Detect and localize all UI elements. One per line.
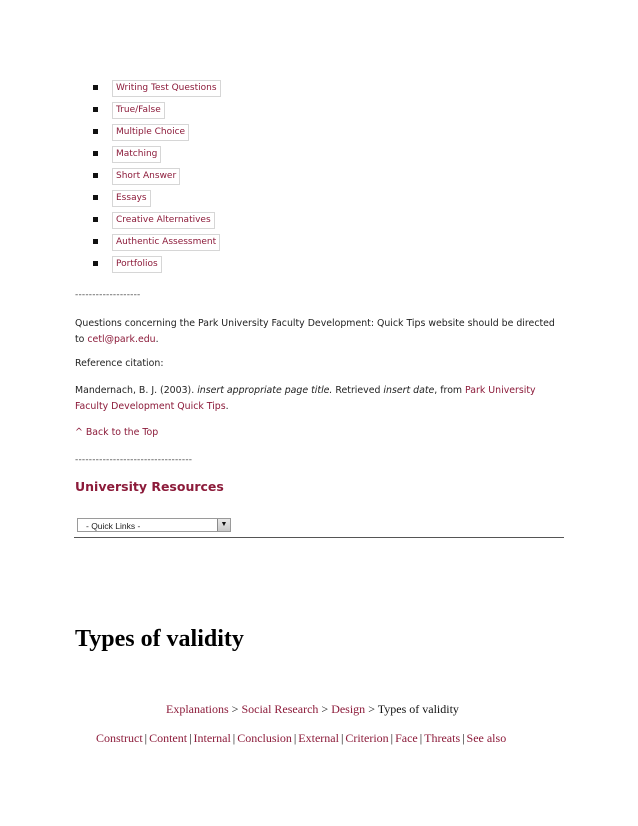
link-matching[interactable]: Matching bbox=[112, 146, 161, 163]
contact-paragraph bbox=[75, 316, 575, 348]
breadcrumb-separator: > bbox=[321, 702, 329, 716]
citation-title-placeholder: insert appropriate page title. bbox=[197, 385, 333, 396]
email-link[interactable]: cetl@park.edu bbox=[87, 334, 156, 345]
bullet-icon bbox=[93, 217, 98, 222]
bullet-icon bbox=[93, 129, 98, 134]
nav-separator: | bbox=[189, 731, 192, 745]
nav-separator: | bbox=[340, 731, 344, 745]
nav-separator: | bbox=[462, 731, 465, 745]
nav-construct[interactable]: Construct bbox=[96, 731, 143, 745]
list-item bbox=[0, 122, 638, 144]
divider: ------------------- bbox=[75, 290, 141, 300]
link-multiple-choice[interactable]: Multiple Choice bbox=[112, 124, 189, 141]
link-short-answer[interactable]: Short Answer bbox=[112, 168, 180, 185]
breadcrumb-current: Types of validity bbox=[377, 702, 459, 716]
citation-from: , from bbox=[434, 385, 466, 396]
bullet-icon bbox=[93, 239, 98, 244]
back-to-top-wrap bbox=[75, 425, 575, 441]
link-writing-test-questions[interactable]: Writing Test Questions bbox=[112, 80, 221, 97]
quick-links-select[interactable] bbox=[77, 518, 231, 532]
link-true-false[interactable]: True/False bbox=[112, 102, 165, 119]
list-item bbox=[0, 254, 638, 276]
bullet-icon bbox=[93, 173, 98, 178]
citation-retrieved: Retrieved bbox=[332, 385, 384, 396]
nav-internal[interactable]: Internal bbox=[193, 731, 231, 745]
list-item bbox=[0, 188, 638, 210]
contact-suffix: . bbox=[155, 334, 159, 345]
page-title: Types of validity bbox=[75, 626, 244, 652]
nav-threats[interactable]: Threats bbox=[424, 731, 461, 745]
nav-separator: | bbox=[232, 731, 236, 745]
citation-date-placeholder: insert date bbox=[383, 385, 435, 396]
breadcrumb-separator: > bbox=[231, 702, 239, 716]
link-creative-alternatives[interactable]: Creative Alternatives bbox=[112, 212, 215, 229]
nav-conclusion[interactable]: Conclusion bbox=[237, 731, 292, 745]
nav-see-also[interactable]: See also bbox=[466, 731, 507, 745]
nav-criterion[interactable]: Criterion bbox=[345, 731, 389, 745]
nav-face[interactable]: Face bbox=[395, 731, 418, 745]
nav-content[interactable]: Content bbox=[149, 731, 188, 745]
park-university-link[interactable]: Park University bbox=[465, 385, 536, 396]
reference-citation bbox=[75, 383, 575, 415]
list-item bbox=[0, 144, 638, 166]
nav-separator: | bbox=[419, 731, 423, 745]
nav-separator: | bbox=[293, 731, 297, 745]
list-item bbox=[0, 210, 638, 232]
contact-line-1: Questions concerning the Park University Faculty Development: Quick Tips website should be directed bbox=[75, 318, 555, 329]
bullet-icon bbox=[93, 107, 98, 112]
breadcrumb-design[interactable]: Design bbox=[331, 702, 366, 716]
breadcrumb bbox=[166, 702, 459, 717]
list-item bbox=[0, 166, 638, 188]
nav-external[interactable]: External bbox=[298, 731, 339, 745]
back-to-top-link[interactable]: ^ Back to the Top bbox=[75, 427, 159, 438]
breadcrumb-explanations[interactable]: Explanations bbox=[166, 702, 229, 716]
quick-links-bar bbox=[74, 514, 564, 538]
list-item bbox=[0, 100, 638, 122]
link-essays[interactable]: Essays bbox=[112, 190, 151, 207]
dropdown-arrow-icon[interactable]: ▼ bbox=[217, 519, 230, 531]
reference-label: Reference citation: bbox=[75, 358, 164, 369]
list-item bbox=[0, 232, 638, 254]
bullet-icon bbox=[93, 261, 98, 266]
link-authentic-assessment[interactable]: Authentic Assessment bbox=[112, 234, 220, 251]
bullet-icon bbox=[93, 151, 98, 156]
quick-links-value: - Quick Links - bbox=[86, 521, 141, 531]
bullet-icon bbox=[93, 85, 98, 90]
bullet-icon bbox=[93, 195, 98, 200]
citation-end: . bbox=[225, 401, 229, 412]
quick-tips-list bbox=[0, 78, 638, 276]
divider: ---------------------------------- bbox=[75, 455, 193, 465]
validity-nav bbox=[96, 731, 506, 746]
quick-tips-link[interactable]: Faculty Development Quick Tips bbox=[75, 401, 226, 412]
citation-author: Mandernach, B. J. (2003). bbox=[75, 385, 198, 396]
nav-separator: | bbox=[144, 731, 148, 745]
nav-separator: | bbox=[390, 731, 394, 745]
link-portfolios[interactable]: Portfolios bbox=[112, 256, 162, 273]
breadcrumb-social-research[interactable]: Social Research bbox=[241, 702, 319, 716]
list-item bbox=[0, 78, 638, 100]
university-resources-heading: University Resources bbox=[75, 479, 224, 494]
contact-prefix: to bbox=[75, 334, 88, 345]
breadcrumb-separator: > bbox=[368, 702, 375, 716]
